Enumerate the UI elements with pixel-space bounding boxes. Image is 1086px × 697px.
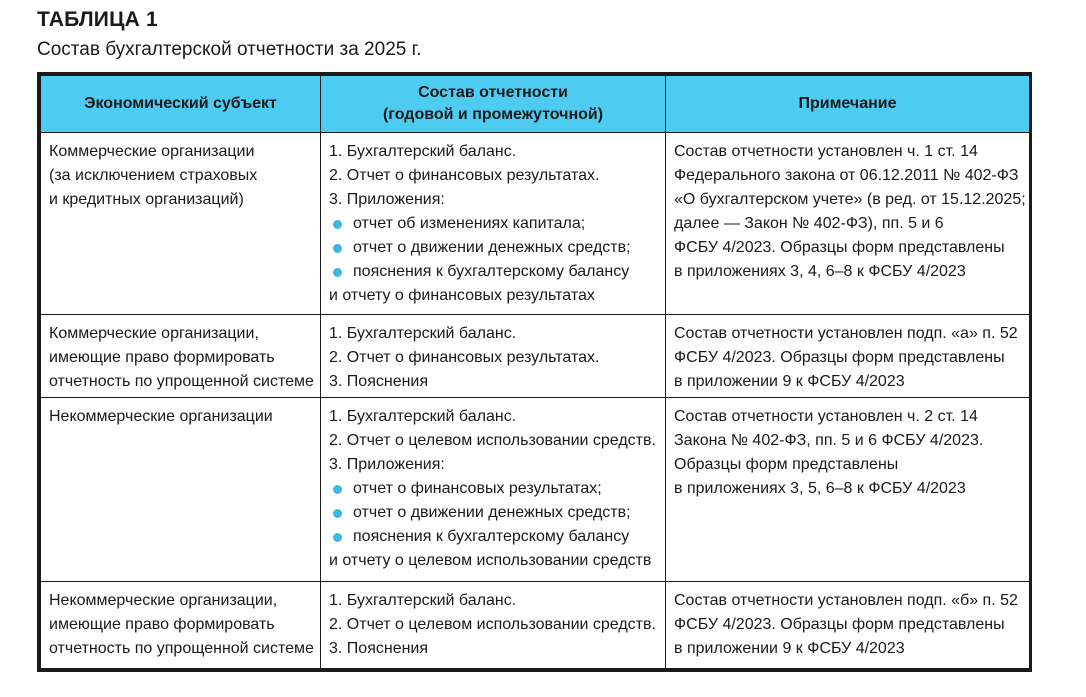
note-line: «О бухгалтерском учете» (в ред. от 15.12.2025; [674, 191, 1026, 208]
note-line: ФСБУ 4/2023. Образцы форм представлены [674, 615, 1005, 633]
composition-line: 2. Отчет о целевом использовании средств. [329, 615, 656, 633]
subject-line: и кредитных организаций) [49, 191, 244, 208]
composition-line: 1. Бухгалтерский баланс. [329, 407, 517, 425]
composition-cell [321, 581, 666, 668]
subject-cell [41, 397, 321, 581]
composition-bullet-text: отчет о финансовых результатах; [353, 479, 602, 497]
composition-line: и отчету о целевом использовании средств [329, 551, 652, 569]
note-line: в приложениях 3, 4, 6–8 к ФСБУ 4/2023 [674, 263, 966, 280]
composition-line: 2. Отчет о целевом использовании средств. [329, 431, 656, 449]
note-cell [666, 133, 1030, 315]
composition-cell [321, 314, 666, 397]
header-line: Примечание [798, 95, 897, 112]
header-composition [321, 76, 666, 133]
table-row [41, 314, 1030, 397]
composition-bullet-text: пояснения к бухгалтерскому балансу [353, 527, 630, 545]
subject-cell [41, 581, 321, 668]
note-line: в приложении 9 к ФСБУ 4/2023 [674, 372, 905, 390]
note-line: Состав отчетности установлен подп. «б» п. 52 [674, 591, 1018, 609]
subject-line: Некоммерческие организации [49, 407, 273, 425]
header-subject [41, 76, 321, 133]
note-cell [666, 581, 1030, 668]
note-line: Образцы форм представлены [674, 455, 899, 473]
composition-bullet-item [329, 525, 657, 549]
composition-line: 2. Отчет о финансовых результатах. [329, 167, 600, 184]
table-heading: ТАБЛИЦА 1 [37, 8, 158, 31]
bullet-icon [333, 533, 342, 542]
header-row [41, 76, 1030, 133]
composition-line: 1. Бухгалтерский баланс. [329, 143, 517, 160]
composition-line: 3. Приложения: [329, 191, 445, 208]
subject-line: Коммерческие организации, [49, 324, 259, 342]
subject-line: отчетность по упрощенной системе [49, 372, 314, 390]
note-line: Закона № 402-ФЗ, пп. 5 и 6 ФСБУ 4/2023. [674, 431, 984, 449]
report-table [37, 72, 1032, 672]
composition-line: 3. Пояснения [329, 372, 429, 390]
note-cell [666, 397, 1030, 581]
table-row [41, 133, 1030, 315]
note-line: в приложениях 3, 5, 6–8 к ФСБУ 4/2023 [674, 479, 966, 497]
note-line: Состав отчетности установлен ч. 1 ст. 14 [674, 143, 978, 160]
table-row [41, 581, 1030, 668]
note-line: ФСБУ 4/2023. Образцы форм представлены [674, 348, 1005, 366]
table-subheading: Состав бухгалтерской отчетности за 2025 г. [37, 39, 422, 60]
composition-cell [321, 397, 666, 581]
header-line: Состав отчетности [418, 84, 568, 101]
composition-line: 3. Приложения: [329, 455, 445, 473]
composition-bullet-text: пояснения к бухгалтерскому балансу [353, 263, 630, 280]
bullet-icon [333, 268, 342, 277]
composition-line: 1. Бухгалтерский баланс. [329, 591, 517, 609]
header-note [666, 76, 1030, 133]
note-line: далее — Закон № 402-ФЗ), пп. 5 и 6 [674, 215, 944, 232]
composition-line: и отчету о финансовых результатах [329, 287, 595, 304]
note-line: Состав отчетности установлен ч. 2 ст. 14 [674, 407, 978, 425]
header-line: Экономический субъект [84, 95, 277, 112]
composition-bullet-item [329, 236, 657, 260]
note-line: Состав отчетности установлен подп. «а» п. 52 [674, 324, 1018, 342]
composition-bullet-text: отчет об изменениях капитала; [353, 215, 586, 232]
composition-bullet-item [329, 212, 657, 236]
composition-bullet-item [329, 477, 657, 501]
subject-line: (за исключением страховых [49, 167, 258, 184]
composition-bullet-item [329, 501, 657, 525]
subject-line: отчетность по упрощенной системе [49, 639, 314, 657]
note-line: ФСБУ 4/2023. Образцы форм представлены [674, 239, 1005, 256]
composition-bullet-item [329, 260, 657, 284]
bullet-icon [333, 220, 342, 229]
subject-cell [41, 314, 321, 397]
header-line: (годовой и промежуточной) [382, 106, 604, 123]
note-cell [666, 314, 1030, 397]
composition-cell [321, 133, 666, 315]
note-line: Федерального закона от 06.12.2011 № 402-ФЗ [674, 167, 1019, 184]
bullet-icon [333, 509, 342, 518]
note-line: в приложении 9 к ФСБУ 4/2023 [674, 639, 905, 657]
composition-line: 2. Отчет о финансовых результатах. [329, 348, 600, 366]
subject-line: имеющие право формировать [49, 348, 275, 366]
composition-line: 3. Пояснения [329, 639, 429, 657]
composition-line: 1. Бухгалтерский баланс. [329, 324, 517, 342]
composition-bullet-text: отчет о движении денежных средств; [353, 239, 631, 256]
bullet-icon [333, 244, 342, 253]
subject-cell [41, 133, 321, 315]
subject-line: Коммерческие организации [49, 143, 255, 160]
composition-bullet-text: отчет о движении денежных средств; [353, 503, 631, 521]
bullet-icon [333, 485, 342, 494]
subject-line: имеющие право формировать [49, 615, 275, 633]
table-row [41, 397, 1030, 581]
subject-line: Некоммерческие организации, [49, 591, 278, 609]
